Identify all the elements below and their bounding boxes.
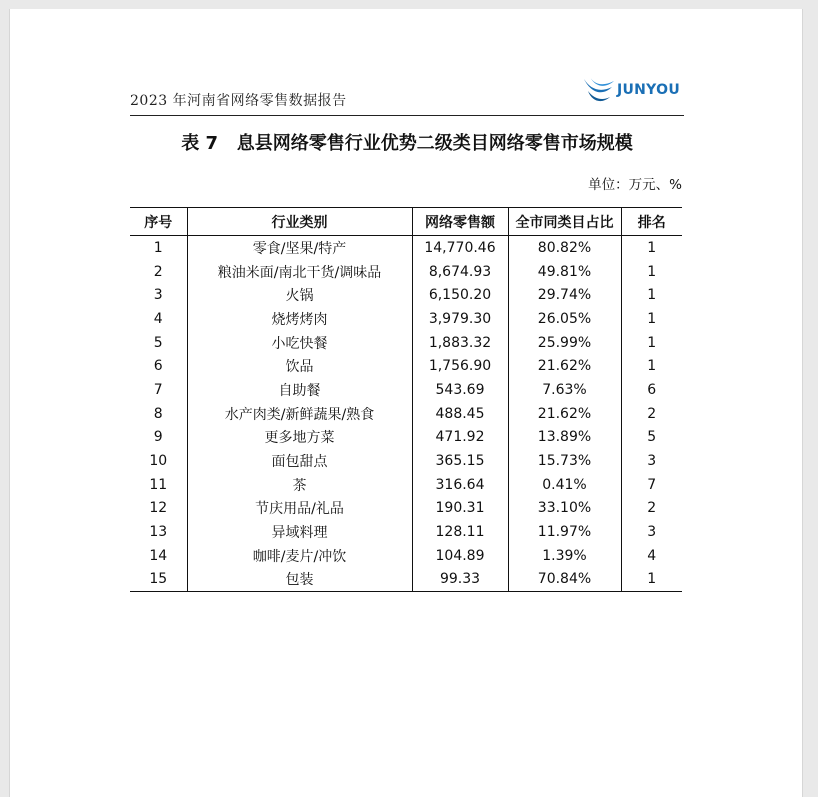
category-name: 火锅 [187,283,412,307]
rank: 1 [621,568,682,592]
retail-sales: 488.45 [412,402,508,426]
category-name: 烧烤烤肉 [187,307,412,331]
row-index: 8 [130,402,187,426]
column-header: 行业类别 [187,208,412,236]
unit-label: 单位：万元、% [588,177,682,193]
table-row [130,307,682,331]
city-share: 13.89% [508,426,621,450]
table-row [130,260,682,284]
category-name: 饮品 [187,354,412,378]
row-index: 3 [130,283,187,307]
retail-sales: 365.15 [412,449,508,473]
rank: 1 [647,263,657,280]
row-index: 10 [130,449,187,473]
row-index: 13 [130,520,187,544]
rank: 1 [647,310,657,327]
rank: 5 [647,429,657,446]
rank: 2 [647,500,657,517]
rank: 1 [647,334,657,351]
city-share: 25.99% [508,331,621,355]
retail-sales: 3,979.30 [412,307,508,331]
page-header [130,81,684,116]
column-header: 排名 [621,208,682,236]
rank: 3 [647,453,657,470]
rank: 1 [647,358,657,375]
category-name: 粮油米面/南北干货/调味品 [187,260,412,284]
category-name: 自助餐 [187,378,412,402]
category-name: 节庆用品/礼品 [187,497,412,521]
table-row [130,236,682,260]
table-row [130,449,682,473]
rank: 4 [647,547,657,564]
row-index: 14 [130,544,187,568]
retail-sales: 128.11 [412,520,508,544]
city-share: 29.74% [508,283,621,307]
column-header: 全市同类目占比 [508,208,621,236]
row-index: 2 [130,260,187,284]
table-row [130,544,682,568]
rank: 1 [647,239,657,256]
rank: 7 [647,476,657,493]
city-share: 70.84% [508,568,621,592]
retail-sales: 190.31 [412,497,508,521]
category-name: 面包甜点 [187,449,412,473]
logo-text: JUNYOU [616,82,680,98]
table-row [130,378,682,402]
retail-sales: 99.33 [412,568,508,592]
rank: 2 [647,405,657,422]
row-index: 6 [130,354,187,378]
category-name: 咖啡/麦片/冲饮 [187,544,412,568]
rank: 3 [647,524,657,541]
row-index: 4 [130,307,187,331]
table-row [130,568,682,592]
row-index: 5 [130,331,187,355]
report-title: 2023 年河南省网络零售数据报告 [130,93,347,109]
city-share: 11.97% [508,520,621,544]
row-index: 7 [130,378,187,402]
row-index: 9 [130,426,187,450]
market-scale-table [130,207,682,592]
junyou-logo [582,73,680,107]
category-name: 零食/坚果/特产 [187,236,412,260]
city-share: 1.39% [508,544,621,568]
city-share: 0.41% [508,473,621,497]
retail-sales: 316.64 [412,473,508,497]
row-index: 1 [130,236,187,260]
document-page [9,9,803,797]
table-row [130,497,682,521]
table-row [130,426,682,450]
row-index: 12 [130,497,187,521]
category-name: 更多地方菜 [187,426,412,450]
column-header: 网络零售额 [412,208,508,236]
column-header: 序号 [130,208,187,236]
table-row [130,331,682,355]
table-row [130,520,682,544]
row-index: 11 [130,473,187,497]
category-name: 水产肉类/新鲜蔬果/熟食 [187,402,412,426]
city-share: 80.82% [508,236,621,260]
row-index: 15 [130,568,187,592]
city-share: 15.73% [508,449,621,473]
table-header-row [130,208,682,236]
retail-sales: 1,883.32 [412,331,508,355]
retail-sales: 1,756.90 [412,354,508,378]
table-row [130,354,682,378]
table-body [130,236,682,592]
city-share: 33.10% [508,497,621,521]
city-share: 49.81% [508,260,621,284]
city-share: 21.62% [508,354,621,378]
city-share: 26.05% [508,307,621,331]
rank: 1 [647,287,657,304]
retail-sales: 543.69 [412,378,508,402]
city-share: 21.62% [508,402,621,426]
category-name: 茶 [187,473,412,497]
table-row [130,473,682,497]
city-share: 7.63% [508,378,621,402]
category-name: 异域料理 [187,520,412,544]
retail-sales: 14,770.46 [412,236,508,260]
retail-sales: 6,150.20 [412,283,508,307]
retail-sales: 8,674.93 [412,260,508,284]
table-row [130,402,682,426]
rank: 6 [647,381,657,398]
table-title: 表 7 息县网络零售行业优势二级类目网络零售市场规模 [181,133,633,154]
retail-sales: 471.92 [412,426,508,450]
category-name: 包装 [187,568,412,592]
table-row [130,283,682,307]
junyou-logo-icon [582,75,616,105]
category-name: 小吃快餐 [187,331,412,355]
retail-sales: 104.89 [412,544,508,568]
